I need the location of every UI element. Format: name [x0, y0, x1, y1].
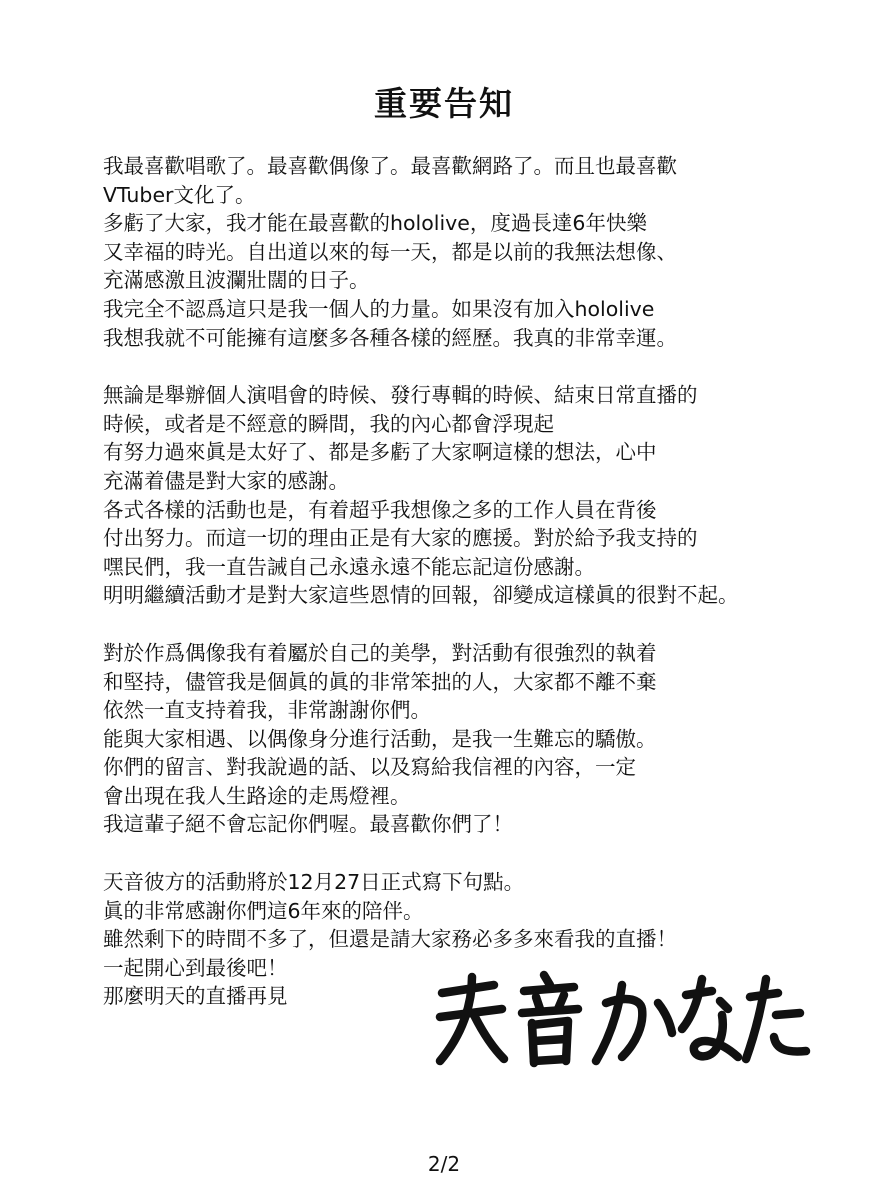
text-line: 你們的留言、對我說過的話、以及寫給我信裡的內容，一定	[103, 755, 636, 780]
text-line: 一起開心到最後吧！	[103, 955, 288, 980]
text-line: 會出現在我人生路途的走馬燈裡。	[103, 783, 411, 808]
text-line: 天音彼方的活動將於12月27日正式寫下句點。	[103, 870, 525, 895]
handwritten-signature	[432, 965, 812, 1075]
text-line: 和堅持，儘管我是個眞的眞的非常笨拙的人，大家都不離不棄	[103, 669, 657, 694]
text-line: 雖然剩下的時間不多了，但還是請大家務必多多來看我的直播！	[103, 927, 677, 952]
text-line: 時候，或者是不經意的瞬間，我的內心都會浮現起	[103, 411, 554, 436]
text-line: 又幸福的時光。自出道以來的每一天，都是以前的我無法想像、	[103, 239, 677, 264]
text-line: 無論是舉辦個人演唱會的時候、發行專輯的時候、結束日常直播的	[103, 383, 698, 408]
signature-drawing	[432, 965, 812, 1075]
text-line: 有努力過來眞是太好了、都是多虧了大家啊這樣的想法，心中	[103, 440, 657, 465]
text-line: 依然一直支持着我，非常謝謝你們。	[103, 698, 431, 723]
paragraph	[103, 152, 863, 352]
text-line: 各式各樣的活動也是，有着超乎我想像之多的工作人員在背後	[103, 497, 657, 522]
page-number: 2/2	[427, 1152, 461, 1176]
text-line: 明明繼續活動才是對大家這些恩情的回報，卻變成這樣眞的很對不起。	[103, 583, 739, 608]
text-line: 能與大家相遇、以偶像身分進行活動，是我一生難忘的驕傲。	[103, 726, 657, 751]
paragraph	[103, 381, 863, 610]
text-line: 嘿民們，我一直告誡自己永遠永遠不能忘記這份感謝。	[103, 554, 595, 579]
text-line: 我這輩子絕不會忘記你們喔。最喜歡你們了！	[103, 812, 513, 837]
paragraph	[103, 639, 863, 839]
text-line: VTuber文化了。	[103, 182, 256, 207]
document-title: 重要告知	[374, 84, 514, 124]
letter-body	[103, 152, 863, 1011]
text-line: 眞的非常感謝你們這6年來的陪伴。	[103, 898, 424, 923]
text-line: 充滿感激且波瀾壯闊的日子。	[103, 268, 370, 293]
text-line: 付出努力。而這一切的理由正是有大家的應援。對於給予我支持的	[103, 526, 698, 551]
text-line: 那麼明天的直播再見	[103, 984, 288, 1009]
text-line: 充滿着儘是對大家的感謝。	[103, 468, 349, 493]
text-line: 多虧了大家，我才能在最喜歡的hololive，度過長達6年快樂	[103, 211, 647, 236]
text-line: 我最喜歡唱歌了。最喜歡偶像了。最喜歡網路了。而且也最喜歡	[103, 154, 677, 178]
text-line: 我想我就不可能擁有這麼多各種各樣的經歷。我真的非常幸運。	[103, 325, 677, 350]
text-line: 我完全不認爲這只是我一個人的力量。如果沒有加入hololive	[103, 296, 655, 321]
text-line: 對於作爲偶像我有着屬於自己的美學，對活動有很強烈的執着	[103, 640, 657, 665]
